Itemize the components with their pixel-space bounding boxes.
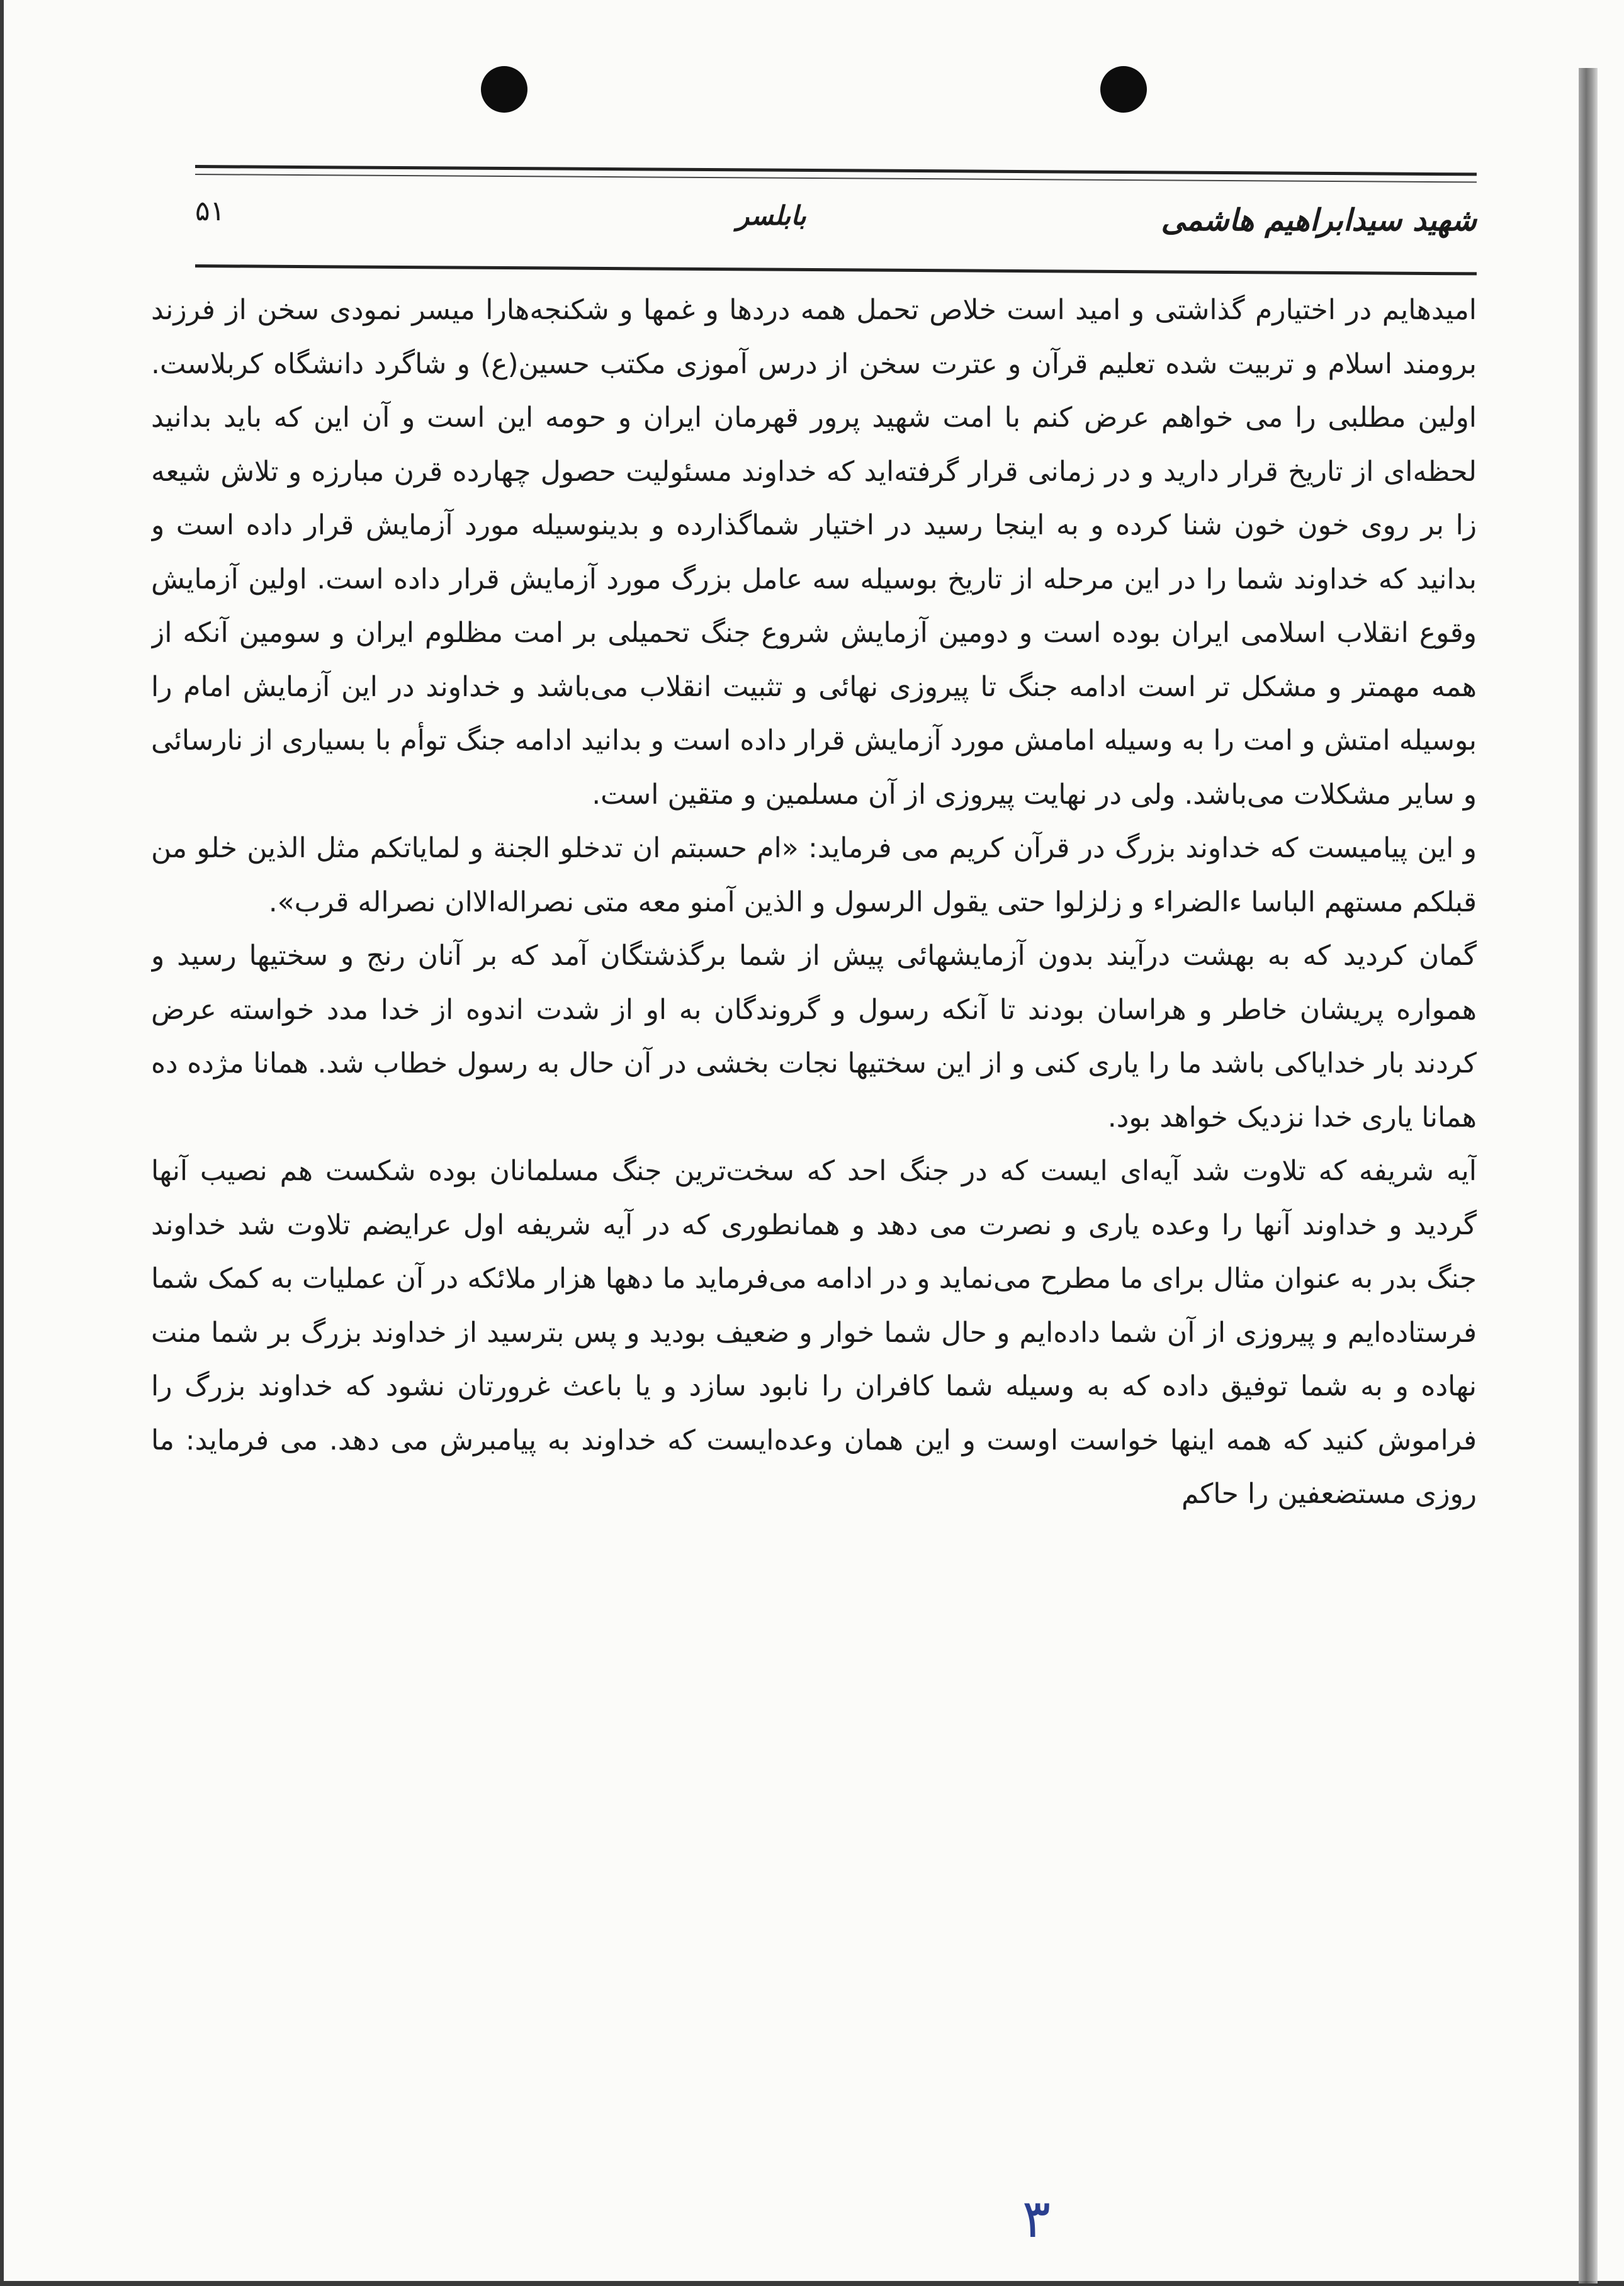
scan-bottom-edge	[0, 2281, 1624, 2286]
header-rule-bottom	[195, 264, 1477, 275]
paragraph-4: آیه شریفه که تلاوت شد آیه‌ای ایست که در جنگ احد که سخت‌ترین جنگ مسلمانان بوده شکست هم نصیب آنها گردید و خداوند آنها را وعده یاری و نصرت می دهد و همانطوری که در آیه شریفه اول عرایضم تلاوت شد خداوند جنگ بدر به عنوان مثال برای ما مطرح می‌نماید و در ادامه می‌فرماید ما دهها هزار ملائکه در آن عملیات به کمک شما فرستاده‌ایم و پیروزی از آن شما داده‌ایم و حال شما خوار و ضعیف بودید و پس بترسید از خداوند بزرگ بر شما منت نهاده و به شما توفیق داده که به وسیله شما کافران را نابود سازد و یا باعث غرورتان نشود که خداوند بزرگ را فراموش کنید که همه اینها خواست اوست و این همان وعده‌ایست که خداوند به پیامبرش می دهد. می فرماید: ما روزی مستضعفین را حاکم	[151, 1155, 1477, 1510]
body-text	[151, 283, 1477, 2165]
scan-left-edge	[0, 0, 4, 2286]
punch-hole-right	[1100, 66, 1147, 113]
paragraph-2: و این پیامیست که خداوند بزرگ در قرآن کریم می فرماید: «ام حسبتم ان تدخلو الجنة و لمایاتکم مثل الذین خلو من قبلکم مستهم الباسا ءالضراء و زلزلوا حتی یقول الرسول و الذین آمنو معه متی نصراله‌الاان نصراله قرب».	[151, 832, 1477, 918]
header-page-number: ۵۱	[195, 195, 225, 227]
paragraph-1: امیدهایم در اختیارم گذاشتی و امید است خلاص تحمل همه دردها و غمها و شکنجه‌هارا میسر نمودی سخن از فرزند برومند اسلام و تربیت شده تعلیم قرآن و عترت سخن از درس آموزی مکتب حسین(ع) و شاگرد دانشگاه کربلاست. اولین مطلبی را می خواهم عرض کنم با امت شهید پرور قهرمان ایران و حومه این است و آن این که باید بدانید لحظه‌ای از تاریخ قرار دارید و در زمانی قرار گرفته‌اید که خداوند مسئولیت حصول چهارده قرن مبارزه و تلاش شیعه زا بر روی خون خون شنا کرده و به اینجا رسید در اختیار شماگذارده و بدینوسیله مورد آزمایش قرار داده است و بدانید که خداوند شما را در این مرحله از تاریخ بوسیله سه عامل بزرگ مورد آزمایش قرار داده است. اولین آزمایش وقوع انقلاب اسلامی ایران بوده است و دومین آزمایش شروع جنگ تحمیلی بر امت مظلوم ایران و سومین آنکه از همه مهمتر و مشکل تر است ادامه جنگ تا پیروزی نهائی و تثبیت انقلاب می‌باشد و خداوند در این آزمایش امام را بوسیله امتش و امت را به وسیله امامش مورد آزمایش قرار داده است و بدانید ادامه جنگ توأم با بسیاری از نارسائی و سایر مشکلات می‌باشد. ولی در نهایت پیروزی از آن مسلمین و متقین است.	[151, 294, 1477, 811]
punch-hole-left	[481, 66, 527, 113]
binding-shadow	[1579, 68, 1598, 2283]
header-city: بابلسر	[736, 200, 806, 231]
header-title: شهید سیدابراهیم هاشمی	[1161, 203, 1477, 238]
running-header	[195, 165, 1477, 278]
header-rule-top	[195, 165, 1477, 176]
header-rule-top-thin	[195, 174, 1477, 183]
paragraph-3: گمان کردید که به بهشت درآیند بدون آزمایشهائی پیش از شما برگذشتگان آمد که بر آنان رنج و سختیها رسید و همواره پریشان خاطر و هراسان بودند تا آنکه رسول و گروندگان به او از شدت اندوه از خدا مدد خواسته عرض کردند بار خدایاکی باشد ما را یاری کنی و از این سختیها نجات بخشی در آن حال به رسول خطاب شد. همانا مژده ده همانا یاری خدا نزدیک خواهد بود.	[151, 940, 1477, 1134]
handwritten-page-number: ۳	[1022, 2188, 1051, 2249]
